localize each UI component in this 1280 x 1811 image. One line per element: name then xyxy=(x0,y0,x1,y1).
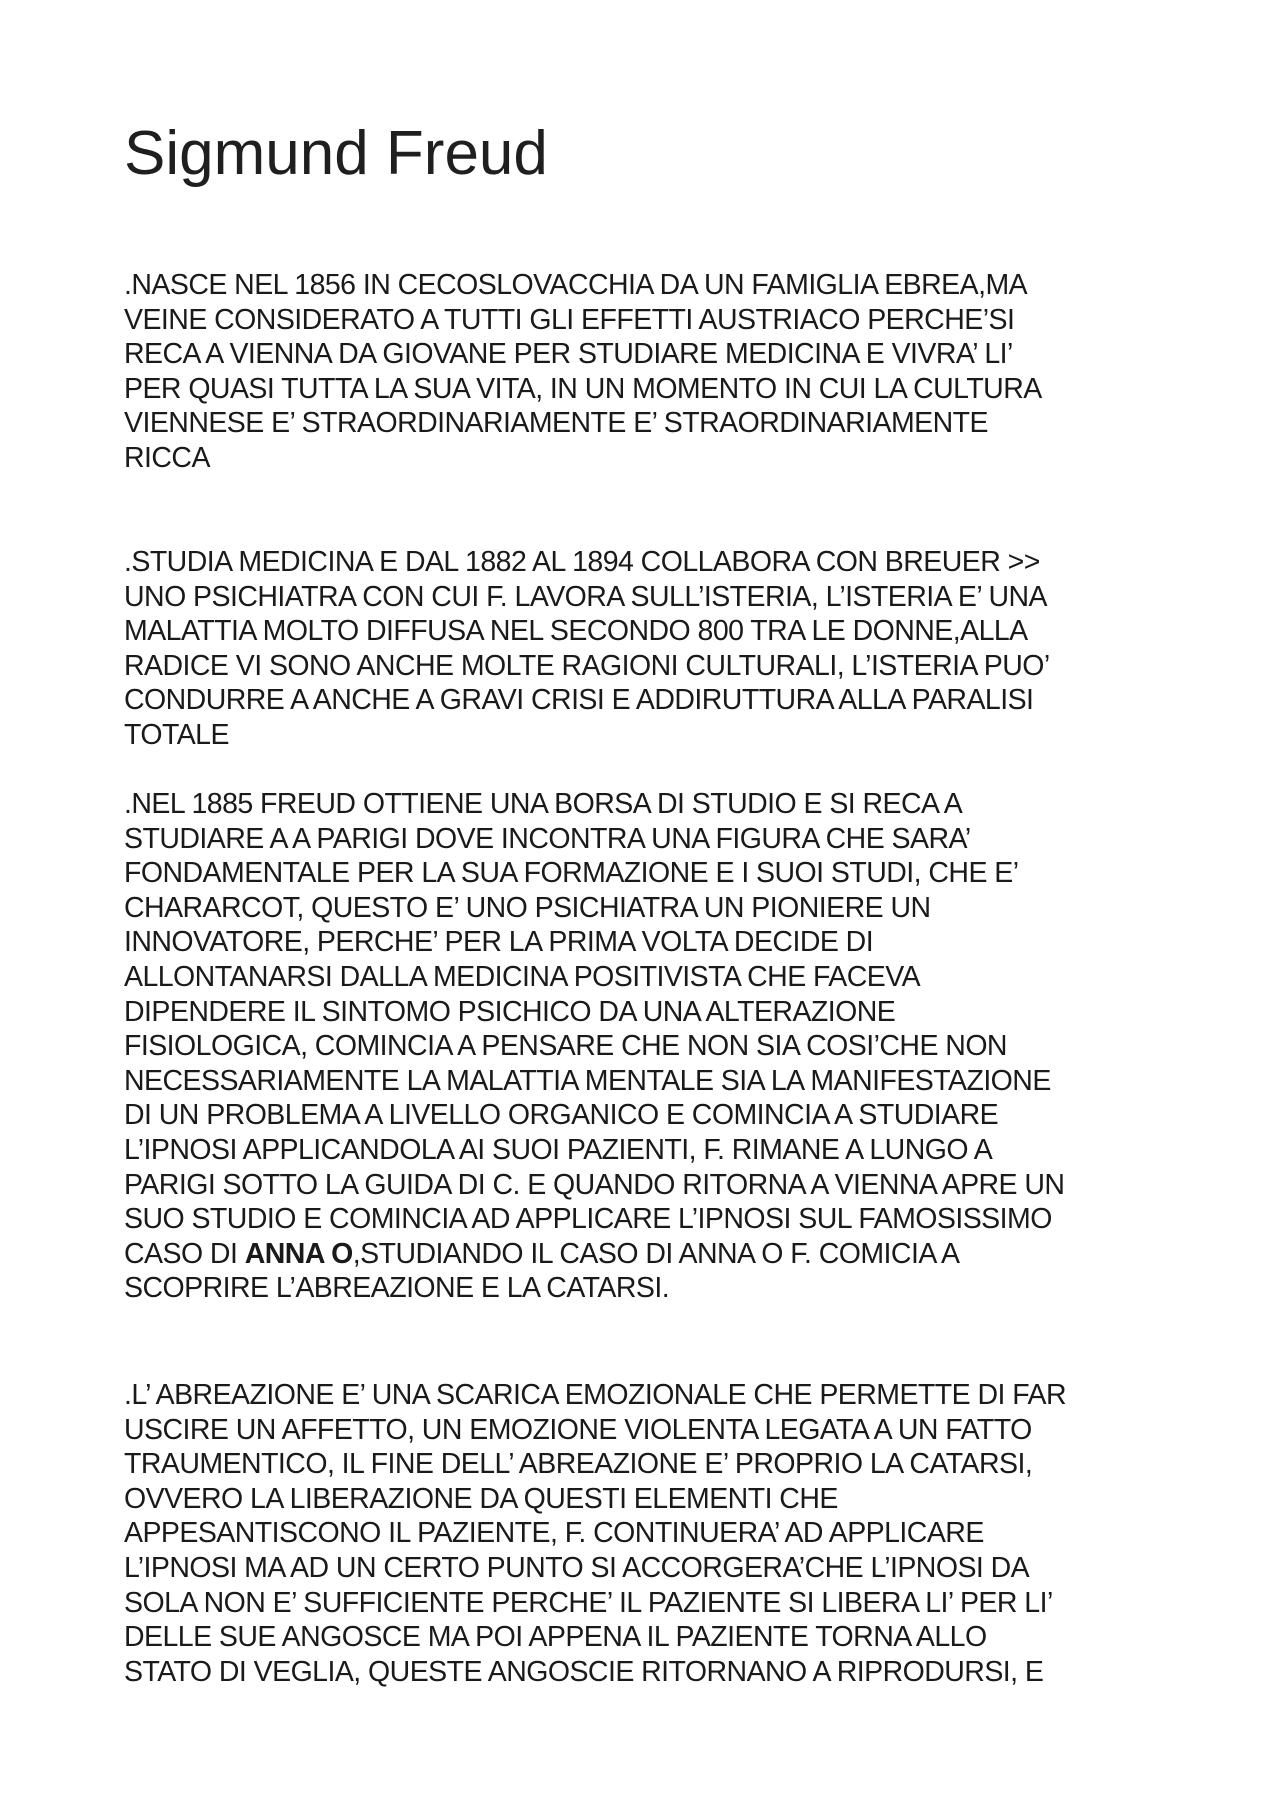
text-line: .L’ ABREAZIONE E’ UNA SCARICA EMOZIONALE CHE PERMETTE DI FAR xyxy=(124,1379,1067,1411)
text-line: PER QUASI TUTTA LA SUA VITA, IN UN MOMENTO IN CUI LA CULTURA xyxy=(124,372,1042,405)
text-line: VIENNESE E’ STRAORDINARIAMENTE E’ STRAORDINARIAMENTE xyxy=(124,407,988,440)
text-line: L’IPNOSI APPLICANDOLA AI SUOI PAZIENTI, F. RIMANE A LUNGO A xyxy=(124,1133,993,1166)
paragraph-breuer xyxy=(124,545,1050,753)
paragraph-birth xyxy=(124,268,1042,476)
text-line: CHARARCOT, QUESTO E’ UNO PSICHIATRA UN PIONIERE UN xyxy=(124,891,931,924)
paragraph-charcot xyxy=(124,787,1064,1306)
text-line: RICCA xyxy=(124,441,210,474)
text-line: ALLONTANARSI DALLA MEDICINA POSITIVISTA CHE FACEVA xyxy=(124,960,921,993)
paragraph-abreaction xyxy=(124,1378,1066,1689)
text-line: INNOVATORE, PERCHE’ PER LA PRIMA VOLTA DECIDE DI xyxy=(124,926,874,959)
text-line: DELLE SUE ANGOSCE MA POI APPENA IL PAZIENTE TORNA ALLO xyxy=(124,1621,987,1654)
text-line: .NEL 1885 FREUD OTTIENE UNA BORSA DI STUDIO E SI RECA A xyxy=(124,788,963,820)
text-line: STUDIARE A A PARIGI DOVE INCONTRA UNA FIGURA CHE SARA’ xyxy=(124,822,971,855)
text-line: CONDURRE A ANCHE A GRAVI CRISI E ADDIRUTTURA ALLA PARALISI xyxy=(124,684,1034,717)
text-line: STATO DI VEGLIA, QUESTE ANGOSCIE RITORNANO A RIPRODURSI, E xyxy=(124,1655,1044,1688)
text-line: L’IPNOSI MA AD UN CERTO PUNTO SI ACCORGERA’CHE L’IPNOSI DA xyxy=(124,1551,1030,1584)
text-line: FONDAMENTALE PER LA SUA FORMAZIONE E I SUOI STUDI, CHE E’ xyxy=(124,857,1019,890)
text-line: .STUDIA MEDICINA E DAL 1882 AL 1894 COLLABORA CON BREUER >> xyxy=(124,546,1040,578)
text-fragment: CASO DI xyxy=(124,1237,245,1270)
text-line: USCIRE UN AFFETTO, UN EMOZIONE VIOLENTA LEGATA A UN FATTO xyxy=(124,1413,1032,1446)
text-fragment: ,STUDIANDO IL CASO DI ANNA O F. COMICIA A xyxy=(352,1237,960,1270)
text-line-anna-o xyxy=(124,1237,1064,1272)
text-line: .NASCE NEL 1856 IN CECOSLOVACCHIA DA UN FAMIGLIA EBREA,MA xyxy=(124,269,1028,301)
text-line: UNO PSICHIATRA CON CUI F. LAVORA SULL’ISTERIA, L’ISTERIA E’ UNA xyxy=(124,580,1047,613)
text-line: FISIOLOGICA, COMINCIA A PENSARE CHE NON SIA COSI’CHE NON xyxy=(124,1030,1007,1063)
text-line: SOLA NON E’ SUFFICIENTE PERCHE’ IL PAZIENTE SI LIBERA LI’ PER LI’ xyxy=(124,1586,1053,1619)
text-line: RADICE VI SONO ANCHE MOLTE RAGIONI CULTURALI, L’ISTERIA PUO’ xyxy=(124,649,1050,682)
text-line: MALATTIA MOLTO DIFFUSA NEL SECONDO 800 TRA LE DONNE,ALLA xyxy=(124,615,1028,648)
bold-case-name: ANNA O xyxy=(244,1237,353,1270)
text-line: PARIGI SOTTO LA GUIDA DI C. E QUANDO RITORNA A VIENNA APRE UN xyxy=(124,1168,1065,1201)
page-title: Sigmund Freud xyxy=(124,119,548,188)
text-line: OVVERO LA LIBERAZIONE DA QUESTI ELEMENTI CHE xyxy=(124,1482,838,1515)
text-line: APPESANTISCONO IL PAZIENTE, F. CONTINUERA’ AD APPLICARE xyxy=(124,1517,984,1550)
text-line: TOTALE xyxy=(124,718,229,751)
text-line: SCOPRIRE L’ABREAZIONE E LA CATARSI. xyxy=(124,1272,670,1305)
text-line: DI UN PROBLEMA A LIVELLO ORGANICO E COMINCIA A STUDIARE xyxy=(124,1099,999,1132)
text-line: NECESSARIAMENTE LA MALATTIA MENTALE SIA LA MANIFESTAZIONE xyxy=(124,1064,1051,1097)
text-line: DIPENDERE IL SINTOMO PSICHICO DA UNA ALTERAZIONE xyxy=(124,995,896,1028)
text-line: RECA A VIENNA DA GIOVANE PER STUDIARE MEDICINA E VIVRA’ LI’ xyxy=(124,338,1013,371)
text-line: TRAUMENTICO, IL FINE DELL’ ABREAZIONE E’ PROPRIO LA CATARSI, xyxy=(124,1448,1033,1481)
text-line: SUO STUDIO E COMINCIA AD APPLICARE L’IPNOSI SUL FAMOSISSIMO xyxy=(124,1203,1052,1236)
text-line: VEINE CONSIDERATO A TUTTI GLI EFFETTI AUSTRIACO PERCHE’SI xyxy=(124,303,1015,336)
